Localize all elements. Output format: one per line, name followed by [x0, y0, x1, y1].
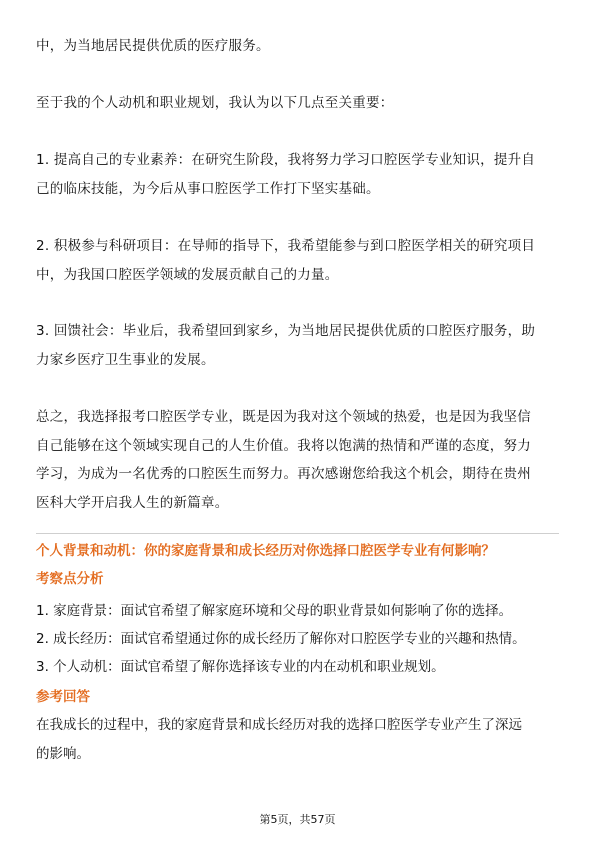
- paragraph-point-1: [36, 146, 559, 203]
- paragraph-point-2: [36, 232, 559, 289]
- analysis-heading: 考察点分析: [36, 571, 104, 587]
- text-line: 至于我的个人动机和职业规划，我认为以下几点至关重要：: [36, 95, 394, 111]
- analysis-list: [36, 597, 526, 681]
- section-divider: [36, 533, 559, 534]
- analysis-item: 2. 成长经历：面试官希望通过你的成长经历了解你对口腔医学专业的兴趣和热情。: [36, 631, 526, 647]
- question-title: 个人背景和动机：你的家庭背景和成长经历对你选择口腔医学专业有何影响？: [36, 543, 495, 559]
- text-line: 自己能够在这个领域实现自己的人生价值。我将以饱满的热情和严谨的态度，努力: [36, 437, 531, 454]
- text-line: 中，为当地居民提供优质的医疗服务。: [36, 38, 270, 54]
- analysis-item: 3. 个人动机：面试官希望了解你选择该专业的内在动机和职业规划。: [36, 659, 445, 675]
- text-line: 1. 提高自己的专业素养：在研究生阶段，我将努力学习口腔医学专业知识，提升自: [36, 152, 536, 168]
- text-line: 中，为我国口腔医学领域的发展贡献自己的力量。: [36, 266, 339, 283]
- text-line: 力家乡医疗卫生事业的发展。: [36, 351, 215, 368]
- paragraph-continuation: [36, 32, 559, 61]
- text-line: 己的临床技能，为今后从事口腔医学工作打下坚实基础。: [36, 180, 380, 197]
- analysis-item: 1. 家庭背景：面试官希望了解家庭环境和父母的职业背景如何影响了你的选择。: [36, 603, 513, 619]
- text-line: 在我成长的过程中，我的家庭背景和成长经历对我的选择口腔医学专业产生了深远: [36, 717, 522, 733]
- text-line: 总之，我选择报考口腔医学专业，既是因为我对这个领域的热爱，也是因为我坚信: [36, 409, 531, 425]
- paragraph-conclusion: [36, 403, 559, 517]
- text-line: 医科大学开启我人生的新篇章。: [36, 494, 229, 511]
- answer-paragraph: [36, 711, 522, 768]
- paragraph-point-3: [36, 317, 559, 374]
- text-line: 3. 回馈社会：毕业后，我希望回到家乡，为当地居民提供优质的口腔医疗服务，助: [36, 323, 536, 339]
- answer-heading: 参考回答: [36, 689, 90, 705]
- page-number: 第5页，共57页: [259, 813, 336, 826]
- text-line: 2. 积极参与科研项目：在导师的指导下，我希望能参与到口腔医学相关的研究项目: [36, 238, 536, 254]
- paragraph-intro: [36, 89, 559, 118]
- text-line: 学习，为成为一名优秀的口腔医生而努力。再次感谢您给我这个机会，期待在贵州: [36, 466, 531, 482]
- text-line: 的影响。: [36, 745, 90, 762]
